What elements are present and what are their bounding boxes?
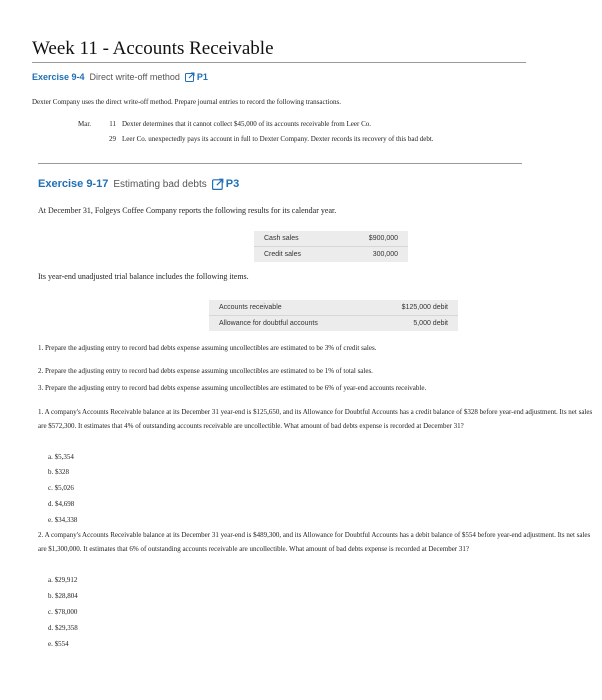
sales-label: Cash sales (264, 235, 299, 242)
exercise-topic: Direct write-off method (89, 72, 180, 82)
exercise-9-4-intro: Dexter Company uses the direct write-off method. Prepare journal entries to record the following transactions. (32, 98, 341, 106)
table-row (209, 300, 458, 315)
transaction-text: Dexter determines that it cannot collect $45,000 of its accounts receivable from Leer Co. (122, 120, 371, 128)
external-link-icon (185, 72, 195, 82)
account-value: 5,000 debit (413, 320, 448, 327)
question-1: 1. A company's Accounts Receivable balance at its December 31 year-end is $125,650, and its Allowance for Doubtful Accounts has a credit balance of $328 before year-end adjustment. Its net sales are $572,300. It estimates that 4% of outstanding accounts receivable are uncollectible. What amount of bad debts expense is recorded at December 31? (38, 408, 593, 430)
sales-table (254, 231, 408, 262)
requirement-2: 2. Prepare the adjusting entry to record bad debts expense assuming uncollectibles are estimated to be 1% of total sales. (38, 367, 373, 375)
requirement-1: 1. Prepare the adjusting entry to record bad debts expense assuming uncollectibles are estimated to be 3% of credit sales. (38, 344, 377, 352)
exercise-topic: Estimating bad debts (113, 178, 207, 190)
exercise-label: Exercise 9-17 (38, 178, 109, 190)
account-value: $125,000 debit (401, 304, 448, 311)
objective-tag-label: P3 (225, 178, 240, 190)
question-2: 2. A company's Accounts Receivable balance at its December 31 year-end is $489,300, and its Allowance for Doubtful Accounts has a debit balance of $554 before year-end adjustment. Its net sales are $1,300,000. It estimates that 6% of outstanding accounts receivable are uncollectible. What amount of bad debts expense is recorded at December 31? (38, 531, 591, 553)
question-1-option-e[interactable]: e. $34,338 (48, 516, 78, 524)
trial-balance-table (209, 300, 458, 331)
transaction-text: Leer Co. unexpectedly pays its account in full to Dexter Company. Dexter records its recovery of this bad debt. (122, 135, 434, 143)
account-label: Allowance for doubtful accounts (219, 320, 318, 327)
transaction-month: Mar. (78, 120, 92, 128)
transaction-row (78, 120, 371, 128)
sales-label: Credit sales (264, 251, 301, 258)
objective-tag[interactable] (212, 178, 239, 190)
transaction-day: 29 (109, 135, 116, 143)
requirement-3: 3. Prepare the adjusting entry to record bad debts expense assuming uncollectibles are estimated to be 6% of year-end accounts receivable. (38, 384, 427, 392)
sales-value: 300,000 (372, 251, 398, 258)
table-row (209, 316, 458, 331)
question-1-option-c[interactable]: c. $5,026 (48, 484, 74, 492)
page-title: Week 11 - Accounts Receivable (32, 38, 274, 59)
transaction-row (78, 135, 434, 143)
title-divider (32, 62, 526, 63)
exercise-9-17-intro: At December 31, Folgeys Coffee Company reports the following results for its calendar year. (38, 206, 337, 215)
question-2-option-b[interactable]: b. $28,804 (48, 592, 78, 600)
trial-balance-intro: Its year-end unadjusted trial balance includes the following items. (38, 272, 249, 281)
exercise-9-17-header (38, 178, 239, 190)
objective-tag-label: P1 (196, 72, 208, 82)
sales-value: $900,000 (368, 235, 398, 242)
table-row (254, 231, 408, 246)
question-2-option-a[interactable]: a. $29,912 (48, 576, 78, 584)
question-1-option-a[interactable]: a. $5,354 (48, 453, 74, 461)
objective-tag[interactable] (185, 72, 208, 82)
question-1-option-b[interactable]: b. $328 (48, 468, 69, 476)
question-2-option-e[interactable]: e. $554 (48, 640, 69, 648)
table-row (254, 247, 408, 262)
exercise-9-4-header (32, 72, 208, 82)
external-link-icon (212, 178, 224, 190)
question-2-option-c[interactable]: c. $78,000 (48, 608, 78, 616)
transaction-day: 11 (109, 120, 116, 128)
section-divider (38, 163, 522, 164)
question-1-option-d[interactable]: d. $4,698 (48, 500, 75, 508)
question-2-option-d[interactable]: d. $29,358 (48, 624, 78, 632)
exercise-label: Exercise 9-4 (32, 72, 85, 82)
account-label: Accounts receivable (219, 304, 282, 311)
